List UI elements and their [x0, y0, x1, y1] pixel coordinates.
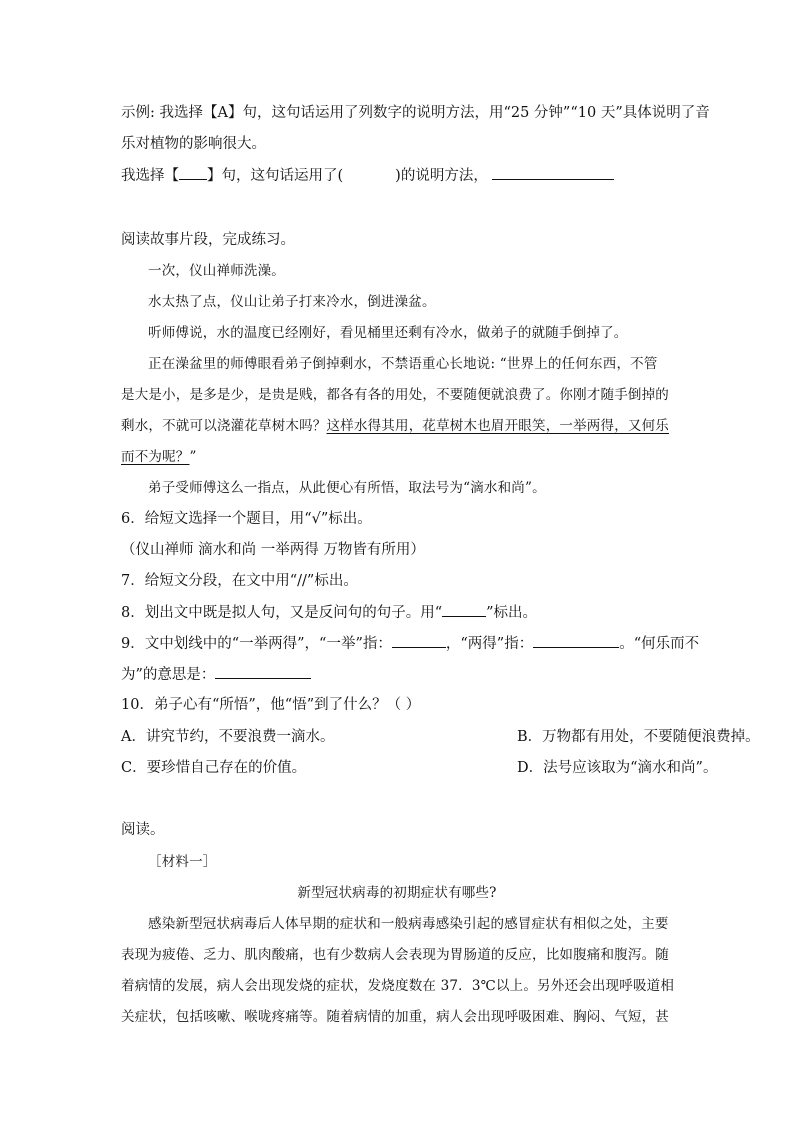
- story-paragraph-1: 一次，仪山禅师洗澡。: [148, 263, 285, 279]
- question-8-part-2: ”标出。: [486, 605, 538, 621]
- underlined-sentence-part-2: 而不为呢？: [121, 449, 190, 465]
- question-9: [121, 633, 699, 654]
- question-6-options: （仪山禅师 滴水和尚 一举两得 万物皆有所用）: [121, 542, 425, 558]
- story-paragraph-3: 听师傅说，水的温度已经刚好，看见桶里还剩有冷水，做弟子的就随手倒掉了。: [148, 325, 628, 341]
- question-9-part-3: 。“何乐而不: [619, 636, 700, 652]
- story-plain-text: 剩水，不就可以浇灌花草树木吗？: [121, 418, 327, 434]
- yiju-blank[interactable]: [392, 633, 446, 648]
- example-line-1: 示例: 我选择【A】句，这句话运用了列数字的说明方法，用“25 分钟”“10 天”具体说明了音: [121, 105, 710, 121]
- material-line-2: 表现为疲倦、乏力、肌肉酸痛，也有少数病人会表现为胃肠道的反应，比如腹痛和腹泻。随: [121, 947, 669, 963]
- question-7: 7．给短文分段，在文中用“//”标出。: [121, 573, 358, 589]
- material-label: ［材料一］: [148, 854, 217, 870]
- explanation-blank[interactable]: [492, 165, 614, 180]
- question-10: 10．弟子心有“所悟”，他“悟”到了什么？（ ）: [121, 697, 421, 713]
- story-paragraph-2: 水太热了点，仪山让弟子打来冷水，倒进澡盆。: [148, 294, 436, 310]
- question-10-options-row-2: [121, 758, 718, 778]
- question-9-line-2-text: 为”的意思是：: [121, 667, 216, 683]
- answer-part-2: 】句，这句话运用了(: [207, 168, 344, 184]
- question-8-blank: [442, 602, 486, 617]
- question-9-line-2: [121, 664, 311, 685]
- material-line-3: 着病情的发展，病人会出现发烧的症状，发烧度数在 37．3℃以上。另外还会出现呼吸道相: [121, 978, 675, 994]
- option-c[interactable]: C．要珍惜自己存在的价值。: [121, 760, 307, 776]
- option-b[interactable]: B．万物都有用处，不要随便浪费掉。: [517, 729, 760, 745]
- answer-line: [121, 165, 614, 186]
- sentence-letter-blank[interactable]: [179, 165, 207, 180]
- story-paragraph-5: 弟子受师傅这么一指点，从此便心有所悟，取法号为“滴水和尚”。: [148, 480, 546, 496]
- story-paragraph-4-line-3: [121, 416, 669, 436]
- story-paragraph-4-line-4: [121, 447, 197, 467]
- answer-part-1: 我选择【: [121, 168, 179, 184]
- story-paragraph-4-line-1: 正在澡盆里的师傅眼看弟子倒掉剩水，不禁语重心长地说: “世界上的任何东西，不管: [148, 356, 658, 372]
- material-line-4: 关症状，包括咳嗽、喉咙疼痛等。随着病情的加重，病人会出现呼吸困难、胸闷、气短，甚: [121, 1009, 669, 1025]
- question-6: 6．给短文选择一个题目，用“√”标出。: [121, 511, 372, 527]
- question-8: [121, 602, 537, 623]
- liangde-blank[interactable]: [533, 633, 619, 648]
- story-paragraph-4-line-2: 是大是小，是多是少，是贵是贱，都各有各的用处，不要随便就浪费了。你刚才随手倒掉的: [121, 387, 669, 403]
- question-9-part-1: 9．文中划线中的“一举两得”，“一举”指：: [121, 636, 392, 652]
- question-8-part-1: 8．划出文中既是拟人句，又是反问句的句子。用“: [121, 605, 443, 621]
- example-line-2: 乐对植物的影响很大。: [121, 136, 266, 152]
- answer-part-3: )的说明方法，: [395, 168, 488, 184]
- option-a[interactable]: A．讲究节约，不要浪费一滴水。: [121, 729, 335, 745]
- heleerbuwei-blank[interactable]: [215, 664, 311, 679]
- option-d[interactable]: D．法号应该取为“滴水和尚”。: [517, 760, 718, 776]
- underlined-sentence-part-1: 这样水得其用，花草树木也眉开眼笑，一举两得，又何乐: [326, 418, 669, 434]
- material-line-1: 感染新型冠状病毒后人体早期的症状和一般病毒感染引起的感冒症状有相似之处，主要: [148, 916, 669, 932]
- reading1-instruction: 阅读故事片段，完成练习。: [121, 232, 295, 248]
- material-title: 新型冠状病毒的初期症状有哪些?: [297, 885, 497, 901]
- closing-quote: ”: [189, 449, 197, 465]
- question-10-options-row-1: [121, 727, 760, 747]
- question-9-part-2: ，“两得”指：: [445, 636, 534, 652]
- reading2-instruction: 阅读。: [121, 822, 165, 838]
